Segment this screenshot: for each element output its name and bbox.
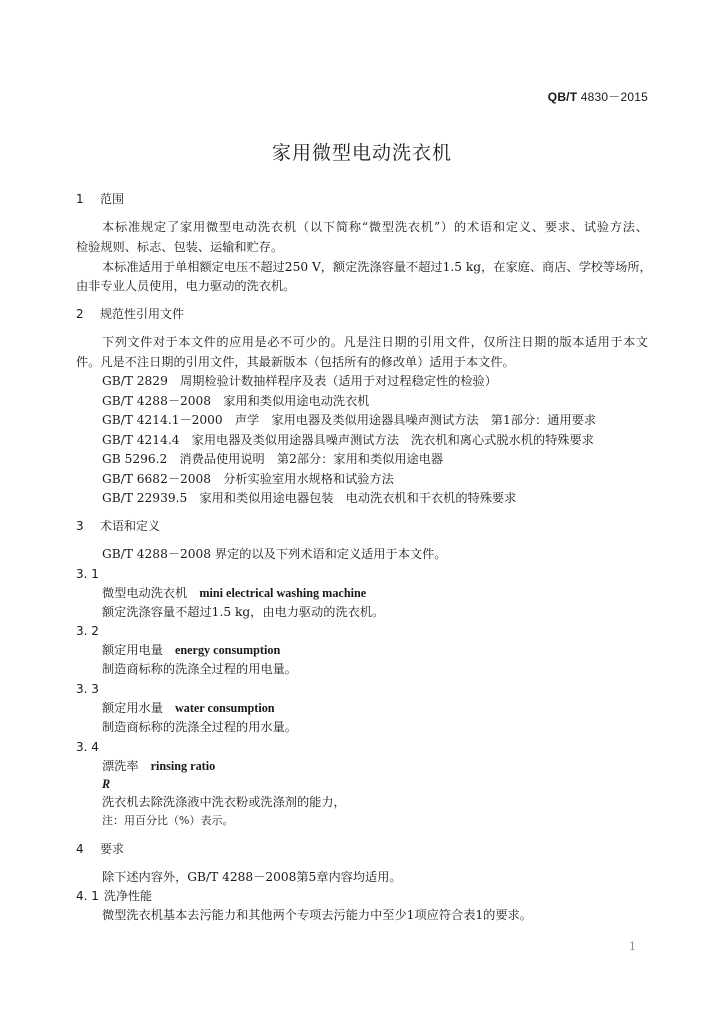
term-definition: 制造商标称的洗涤全过程的用电量。 <box>102 662 297 676</box>
term-note: 注：用百分比（%）表示。 <box>102 814 234 827</box>
standard-prefix: QB/T <box>547 90 578 104</box>
term-zh: 漂洗率 <box>102 759 139 773</box>
section-3-heading <box>76 517 160 535</box>
term-number: 3. 2 <box>76 624 99 638</box>
term-number: 3. 1 <box>76 567 99 581</box>
section-number: 4 <box>76 842 84 856</box>
term-title <box>102 641 280 659</box>
term-definition: 洗衣机去除洗涤液中洗衣粉或洗涤剂的能力， <box>102 795 346 809</box>
term-zh: 微型电动洗衣机 <box>102 586 188 600</box>
reference-item: GB/T 2829 周期检验计数抽样程序及表（适用于对过程稳定性的检验） <box>102 374 497 388</box>
term-number: 3. 3 <box>76 682 99 696</box>
subsection-number: 4. 1 <box>76 889 99 903</box>
section-title: 范围 <box>100 192 125 206</box>
page-number: 1 <box>629 940 636 953</box>
section-number: 1 <box>76 192 84 206</box>
term-en: mini electrical washing machine <box>199 586 367 600</box>
standard-code <box>548 88 648 105</box>
paragraph: 件。凡是不注日期的引用文件，其最新版本（包括所有的修改单）适用于本文件。 <box>76 355 515 369</box>
reference-item: GB/T 4214.4 家用电器及类似用途器具噪声测试方法 洗衣机和离心式脱水机的特殊要求 <box>102 433 594 447</box>
document-title: 家用微型电动洗衣机 <box>271 142 452 164</box>
paragraph: 本标准规定了家用微型电动洗衣机（以下简称“微型洗衣机”）的术语和定义、要求、试验方法、 <box>102 220 648 234</box>
standard-number: 4830－2015 <box>580 90 648 104</box>
section-1-heading <box>76 190 124 208</box>
reference-item: GB/T 6682－2008 分析实验室用水规格和试验方法 <box>102 472 394 486</box>
term-zh: 额定用电量 <box>102 643 163 657</box>
section-2-heading <box>76 305 184 323</box>
reference-item: GB 5296.2 消费品使用说明 第2部分：家用和类似用途电器 <box>102 452 444 466</box>
term-en: energy consumption <box>174 643 281 657</box>
paragraph: GB/T 4288－2008 界定的以及下列术语和定义适用于本文件。 <box>102 547 447 561</box>
term-en: rinsing ratio <box>150 759 216 773</box>
reference-item: GB/T 4288－2008 家用和类似用途电动洗衣机 <box>102 394 370 408</box>
term-definition: 制造商标称的洗涤全过程的用水量。 <box>102 720 297 734</box>
paragraph: 微型洗衣机基本去污能力和其他两个专项去污能力中至少1项应符合表1的要求。 <box>102 908 532 922</box>
section-number: 2 <box>76 307 84 321</box>
paragraph: 除下述内容外，GB/T 4288－2008第5章内容均适用。 <box>102 870 402 884</box>
section-4-heading <box>76 840 124 858</box>
term-definition: 额定洗涤容量不超过1.5 kg，由电力驱动的洗衣机。 <box>102 605 385 619</box>
term-title <box>102 699 275 717</box>
reference-item: GB/T 4214.1－2000 声学 家用电器及类似用途器具噪声测试方法 第1部分：通用要求 <box>102 413 597 427</box>
section-title: 要求 <box>100 842 125 856</box>
paragraph: 本标准适用于单相额定电压不超过250 V，额定洗涤容量不超过1.5 kg，在家庭、商店、学校等场所， <box>102 260 652 274</box>
subsection-heading <box>76 887 152 905</box>
subsection-title: 洗净性能 <box>104 889 153 903</box>
term-en: water consumption <box>174 701 275 715</box>
term-zh: 额定用水量 <box>102 701 163 715</box>
term-title <box>102 757 215 775</box>
section-title: 术语和定义 <box>100 519 161 533</box>
paragraph: 由非专业人员使用，电力驱动的洗衣机。 <box>76 279 296 293</box>
reference-item: GB/T 22939.5 家用和类似用途电器包装 电动洗衣机和干衣机的特殊要求 <box>102 491 517 505</box>
section-number: 3 <box>76 519 84 533</box>
paragraph: 下列文件对于本文件的应用是必不可少的。凡是注日期的引用文件，仅所注日期的版本适用于本文 <box>102 335 648 349</box>
term-title <box>102 584 366 602</box>
term-symbol: R <box>102 777 111 791</box>
section-title: 规范性引用文件 <box>100 307 185 321</box>
paragraph: 检验规则、标志、包装、运输和贮存。 <box>76 240 284 254</box>
term-number: 3. 4 <box>76 740 99 754</box>
